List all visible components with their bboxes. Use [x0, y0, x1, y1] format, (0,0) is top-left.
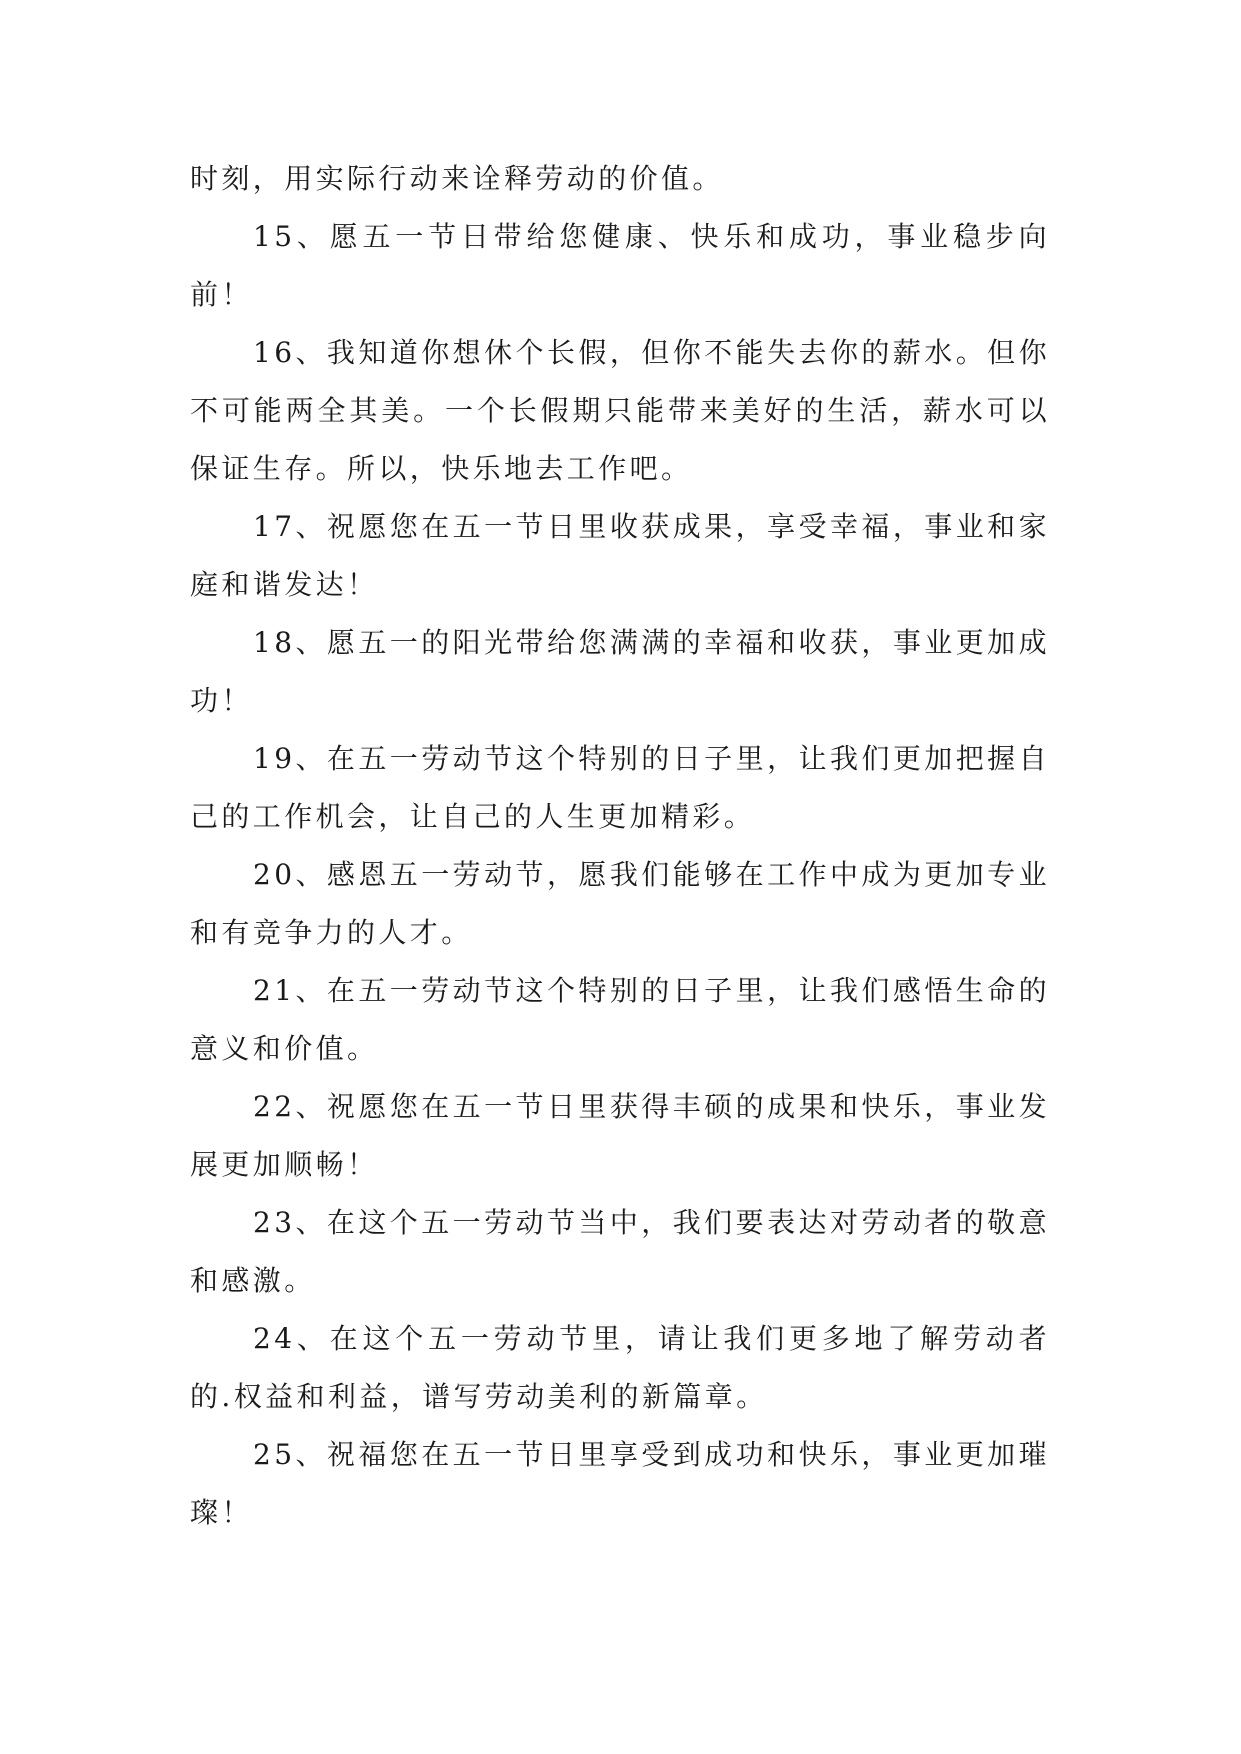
paragraph-item-20: 20、感恩五一劳动节，愿我们能够在工作中成为更加专业和有竞争力的人才。 — [190, 858, 1050, 949]
paragraph-item-15: 15、愿五一节日带给您健康、快乐和成功，事业稳步向前！ — [190, 220, 1050, 311]
paragraph-item-23: 23、在这个五一劳动节当中，我们要表达对劳动者的敬意和感激。 — [190, 1206, 1050, 1297]
paragraph-continuation: 时刻，用实际行动来诠释劳动的价值。 — [190, 162, 724, 195]
document-body — [190, 150, 1050, 1542]
paragraph-item-22: 22、祝愿您在五一节日里获得丰硕的成果和快乐，事业发展更加顺畅！ — [190, 1090, 1050, 1181]
paragraph-item-16: 16、我知道你想休个长假，但你不能失去你的薪水。但你不可能两全其美。一个长假期只能带来美好的生活，薪水可以保证生存。所以，快乐地去工作吧。 — [190, 336, 1050, 485]
paragraph-item-17: 17、祝愿您在五一节日里收获成果，享受幸福，事业和家庭和谐发达！ — [190, 510, 1050, 601]
paragraph-item-19: 19、在五一劳动节这个特别的日子里，让我们更加把握自己的工作机会，让自己的人生更加精彩。 — [190, 742, 1050, 833]
paragraph-item-25: 25、祝福您在五一节日里享受到成功和快乐，事业更加璀璨！ — [190, 1438, 1050, 1529]
paragraph-item-24: 24、在这个五一劳动节里，请让我们更多地了解劳动者的.权益和利益，谱写劳动美利的新篇章。 — [190, 1322, 1050, 1413]
paragraph-item-21: 21、在五一劳动节这个特别的日子里，让我们感悟生命的意义和价值。 — [190, 974, 1050, 1065]
paragraph-item-18: 18、愿五一的阳光带给您满满的幸福和收获，事业更加成功！ — [190, 626, 1050, 717]
